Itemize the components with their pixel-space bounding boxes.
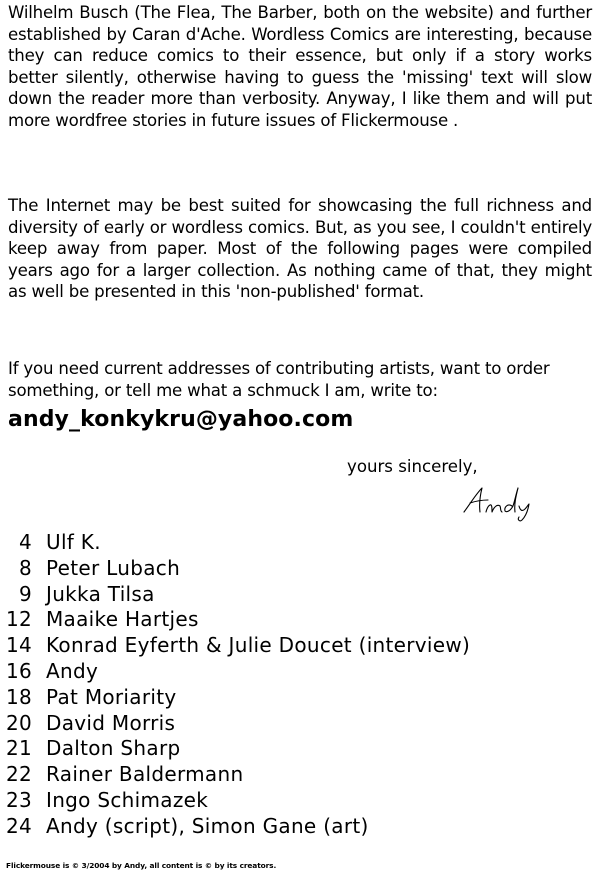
entry-title: Konrad Eyferth & Julie Doucet (interview) <box>46 633 471 658</box>
page-number: 18 <box>6 684 33 709</box>
internet-paragraph: The Internet may be best suited for showcasing the full richness and diversity of early or wordless comics. But, as you see, I couldn't entirely keep away from paper. Most of the following pages were compiled years ago for a larger collection. As nothing came of that, they might as well be presented in this 'non-published' format. <box>8 196 592 302</box>
toc-entry[interactable] <box>6 788 470 814</box>
toc-entry[interactable] <box>6 814 470 840</box>
contact-email-link[interactable]: andy_konkykru@yahoo.com <box>8 407 354 432</box>
toc-entry[interactable] <box>6 582 470 608</box>
entry-title: Rainer Baldermann <box>46 762 244 787</box>
copyright-footer: Flickermouse is © 3/2004 by Andy, all content is © by its creators. <box>6 861 277 870</box>
toc-entry[interactable] <box>6 762 470 788</box>
toc-entry[interactable] <box>6 607 470 633</box>
toc-entry[interactable] <box>6 659 470 685</box>
page-number: 8 <box>18 555 32 580</box>
entry-title: David Morris <box>46 710 176 735</box>
toc-entry[interactable] <box>6 736 470 762</box>
contact-paragraph: If you need current addresses of contributing artists, want to order something, or tell me what a schmuck I am, write to: <box>8 359 550 400</box>
page-number: 16 <box>6 658 33 683</box>
handwritten-signature <box>456 482 566 522</box>
toc-entry[interactable] <box>6 685 470 711</box>
toc-entry[interactable] <box>6 556 470 582</box>
table-of-contents <box>6 530 470 840</box>
toc-entry[interactable] <box>6 633 470 659</box>
page-number: 4 <box>18 530 32 554</box>
page-number: 20 <box>6 710 33 735</box>
entry-title: Maaike Hartjes <box>46 607 199 632</box>
intro-paragraph: Wilhelm Busch (The Flea, The Barber, both on the website) and further established by Caran d'Ache. Wordless Comics are interesting, because they can reduce comics to their essence, but only if a story works better silently, otherwise having to guess the 'missing' text will slow down the reader more than verbosity. Anyway, I like them and will put more wordfree stories in future issues of Flickermouse . <box>8 3 592 130</box>
page-number: 12 <box>6 607 33 632</box>
page-number: 22 <box>6 762 33 787</box>
entry-title: Jukka Tilsa <box>46 581 155 606</box>
page-number: 21 <box>6 736 33 761</box>
toc-entry[interactable] <box>6 530 470 556</box>
page-number: 14 <box>6 633 33 658</box>
page-number: 24 <box>6 813 33 838</box>
closing-text: yours sincerely, <box>347 457 478 476</box>
page-number: 23 <box>6 787 33 812</box>
toc-entry[interactable] <box>6 711 470 737</box>
page-number: 9 <box>18 581 32 606</box>
entry-title: Peter Lubach <box>46 555 181 580</box>
entry-title: Pat Moriarity <box>46 684 177 709</box>
entry-title: Ingo Schimazek <box>46 787 209 812</box>
entry-title: Andy (script), Simon Gane (art) <box>46 813 369 838</box>
entry-title: Ulf K. <box>46 530 101 554</box>
entry-title: Andy <box>46 658 99 683</box>
entry-title: Dalton Sharp <box>46 736 181 761</box>
